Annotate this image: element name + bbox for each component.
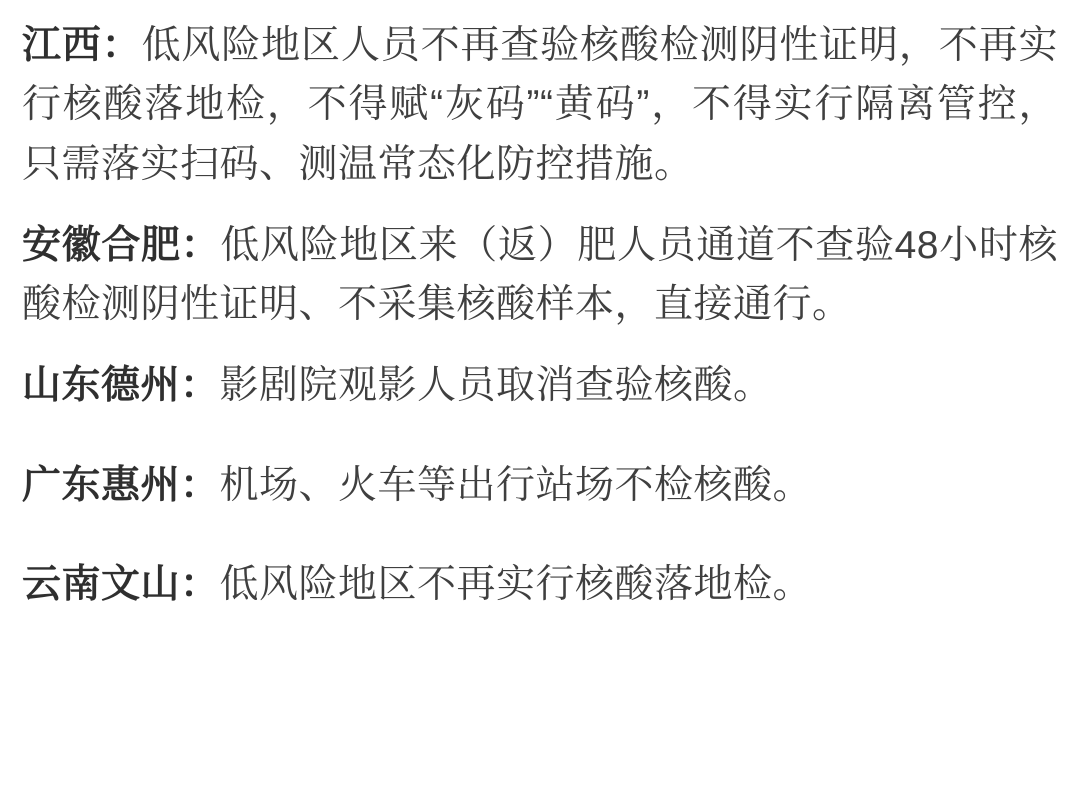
- region-text-jiangxi: 低风险地区人员不再查验核酸检测阴性证明，不再实行核酸落地检，不得赋“灰码”“黄码”，不得实行隔离管控，只需落实扫码、测温常态化防控措施。: [22, 24, 1058, 186]
- paragraph-guangdong-huizhou: [22, 456, 1058, 515]
- region-text-anhui-hefei: 低风险地区来（返）肥人员通道不查验48小时核酸检测阴性证明、不采集核酸样本，直接通行。: [22, 223, 1058, 327]
- region-label-anhui-hefei: 安徽合肥：: [22, 223, 221, 267]
- region-text-shandong-dezhou: 影剧院观影人员取消查验核酸。: [219, 364, 773, 408]
- paragraph-yunnan-wenshan: [22, 555, 1058, 614]
- region-label-jiangxi: 江西：: [22, 24, 142, 67]
- region-text-yunnan-wenshan: 低风险地区不再实行核酸落地检。: [219, 562, 813, 606]
- region-text-guangdong-huizhou: 机场、火车等出行站场不检核酸。: [219, 463, 813, 507]
- region-label-guangdong-huizhou: 广东惠州：: [22, 463, 220, 507]
- paragraph-shandong-dezhou: [22, 356, 1058, 415]
- region-label-yunnan-wenshan: 云南文山：: [22, 562, 220, 606]
- paragraph-anhui-hefei: [22, 216, 1058, 335]
- paragraph-jiangxi: [22, 16, 1058, 194]
- region-label-shandong-dezhou: 山东德州：: [22, 364, 220, 408]
